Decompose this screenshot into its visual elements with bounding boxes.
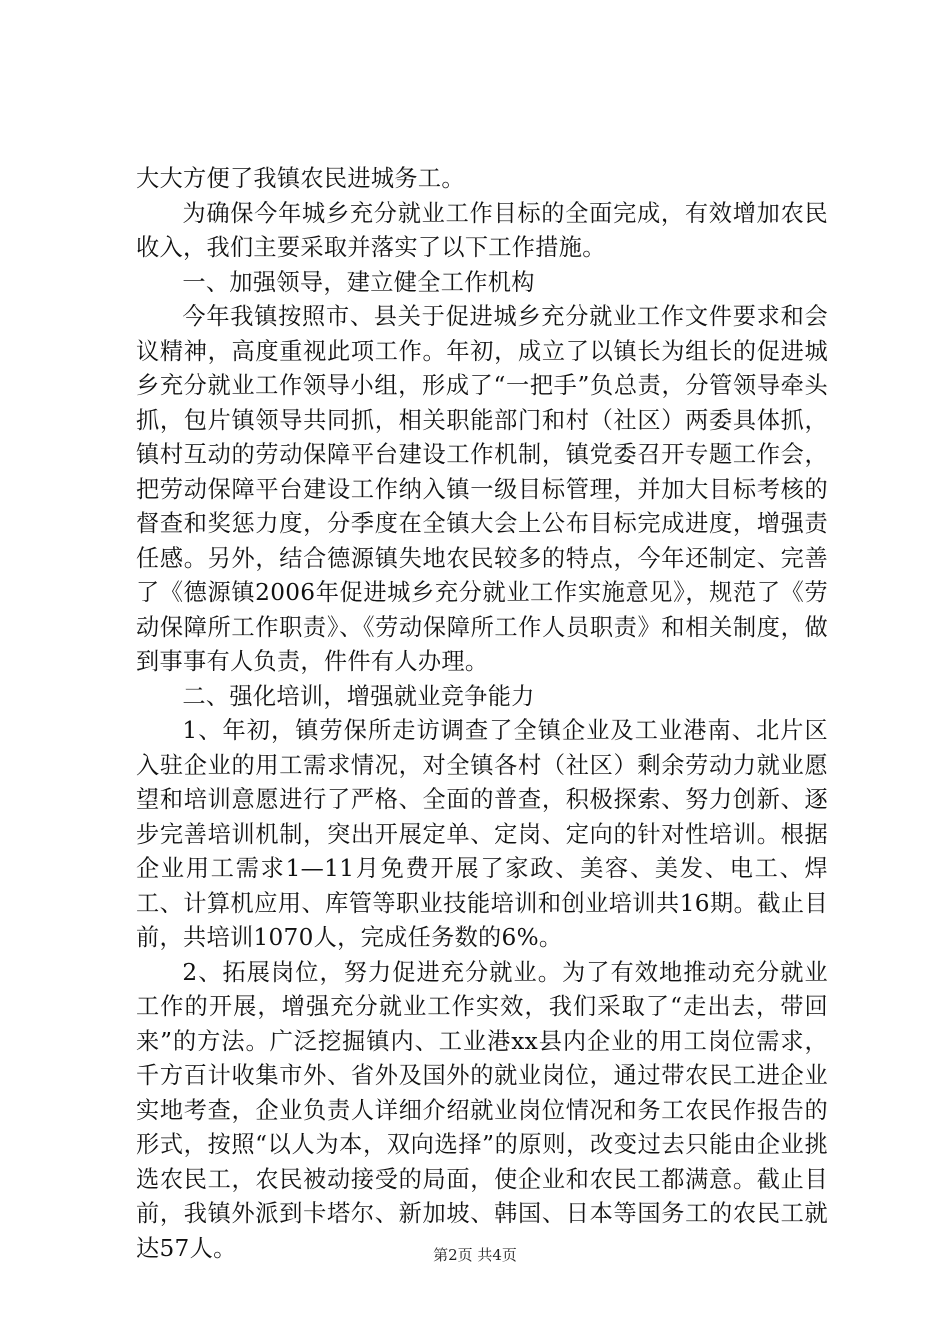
paragraph-training-1: 1、年初，镇劳保所走访调查了全镇企业及工业港南、北片区入驻企业的用工需求情况，对全镇各村（社区）剩余劳动力就业愿望和培训意愿进行了严格、全面的普查，积极探索、努力创新、逐步完善培训机制，突出开展定单、定岗、定向的针对性培训。根据企业用工需求1—11月免费开展了家政、美容、美发、电工、焊工、计算机应用、库管等职业技能培训和创业培训共16期。截止目前，共培训1070人，完成任务数的6%。 (136, 717, 828, 951)
section-heading-training: 二、强化培训，增强就业竞争能力 (182, 682, 535, 710)
paragraph-intro: 为确保今年城乡充分就业工作目标的全面完成，有效增加农民收入，我们主要采取并落实了以下工作措施。 (136, 199, 828, 261)
document-body (136, 162, 828, 1266)
paragraph-training-2: 2、拓展岗位，努力促进充分就业。为了有效地推动充分就业工作的开展，增强充分就业工作实效，我们采取了“走出去，带回来”的方法。广泛挖掘镇内、工业港xx县内企业的用工岗位需求，千方百计收集市外、省外及国外的就业岗位，通过带农民工进企业实地考查，企业负责人详细介绍就业岗位情况和务工农民作报告的形式，按照“以人为本，双向选择”的原则，改变过去只能由企业挑选农民工，农民被动接受的局面，使企业和农民工都满意。截止目前，我镇外派到卡塔尔、新加坡、韩国、日本等国务工的农民工就达57人。 (136, 958, 828, 1262)
page-number-footer: 第2页 共4页 (433, 1246, 517, 1264)
paragraph-continuation: 大大方便了我镇农民进城务工。 (136, 165, 465, 192)
paragraph-leadership: 今年我镇按照市、县关于促进城乡充分就业工作文件要求和会议精神，高度重视此项工作。年初，成立了以镇长为组长的促进城乡充分就业工作领导小组，形成了“一把手”负总责，分管领导牵头抓，包片镇领导共同抓，相关职能部门和村（社区）两委具体抓，镇村互动的劳动保障平台建设工作机制，镇党委召开专题工作会，把劳动保障平台建设工作纳入镇一级目标管理，并加大目标考核的督查和奖惩力度，分季度在全镇大会上公布目标完成进度，增强责任感。另外，结合德源镇失地农民较多的特点，今年还制定、完善了《德源镇2006年促进城乡充分就业工作实施意见》，规范了《劳动保障所工作职责》、《劳动保障所工作人员职责》和相关制度，做到事事有人负责，件件有人办理。 (136, 303, 828, 675)
section-heading-leadership: 一、加强领导，建立健全工作机构 (182, 268, 535, 296)
